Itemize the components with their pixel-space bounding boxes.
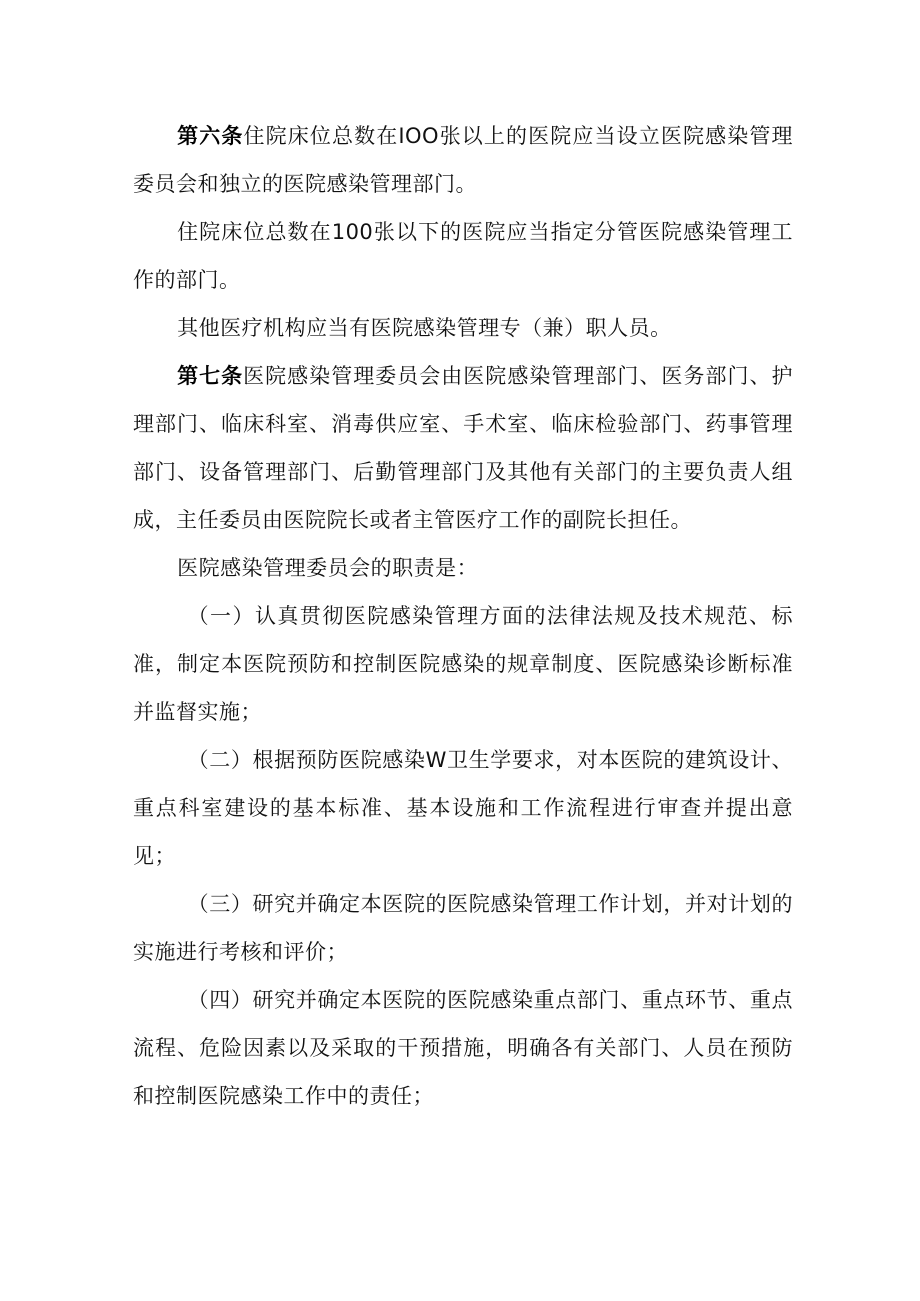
article-6-paragraph [133,112,793,208]
article-6-text: 住院床位总数在IOO张以上的医院应当设立医院感染管理委员会和独立的医院感染管理部门。 [133,124,794,196]
paragraph-under-100-beds [133,208,793,304]
article-6-label: 第六条 [177,124,244,148]
duty-item-1-text: （一）认真贯彻医院感染管理方面的法律法规及技术规范、标准，制定本医院预防和控制医院感染的规章制度、医院感染诊断标准并监督实施； [133,604,793,724]
duty-item-4-text: （四）研究并确定本医院的医院感染重点部门、重点环节、重点流程、危险因素以及采取的干预措施，明确各有关部门、人员在预防和控制医院感染工作中的责任； [133,988,793,1108]
article-7-paragraph [133,352,793,544]
duty-item-2 [133,736,793,880]
article-7-label: 第七条 [177,364,244,388]
document-body [133,112,793,1120]
duty-item-4 [133,976,793,1120]
committee-duties-heading [133,544,793,592]
duty-item-2-text: （二）根据预防医院感染W卫生学要求，对本医院的建筑设计、重点科室建设的基本标准、基本设施和工作流程进行审查并提出意见； [133,748,793,868]
duty-item-1 [133,592,793,736]
paragraph-other-institutions [133,304,793,352]
paragraph-other-institutions-text: 其他医疗机构应当有医院感染管理专（兼）职人员。 [177,316,672,340]
duty-item-3 [133,880,793,976]
paragraph-under-100-beds-text: 住院床位总数在100张以下的医院应当指定分管医院感染管理工作的部门。 [133,220,793,292]
committee-duties-heading-text: 医院感染管理委员会的职责是： [177,556,479,580]
article-7-text: 医院感染管理委员会由医院感染管理部门、医务部门、护理部门、临床科室、消毒供应室、手术室、临床检验部门、药事管理部门、设备管理部门、后勤管理部门及其他有关部门的主要负责人组成，主任委员由医院院长或者主管医疗工作的副院长担任。 [133,364,793,532]
duty-item-3-text: （三）研究并确定本医院的医院感染管理工作计划，并对计划的实施进行考核和评价； [133,892,793,964]
